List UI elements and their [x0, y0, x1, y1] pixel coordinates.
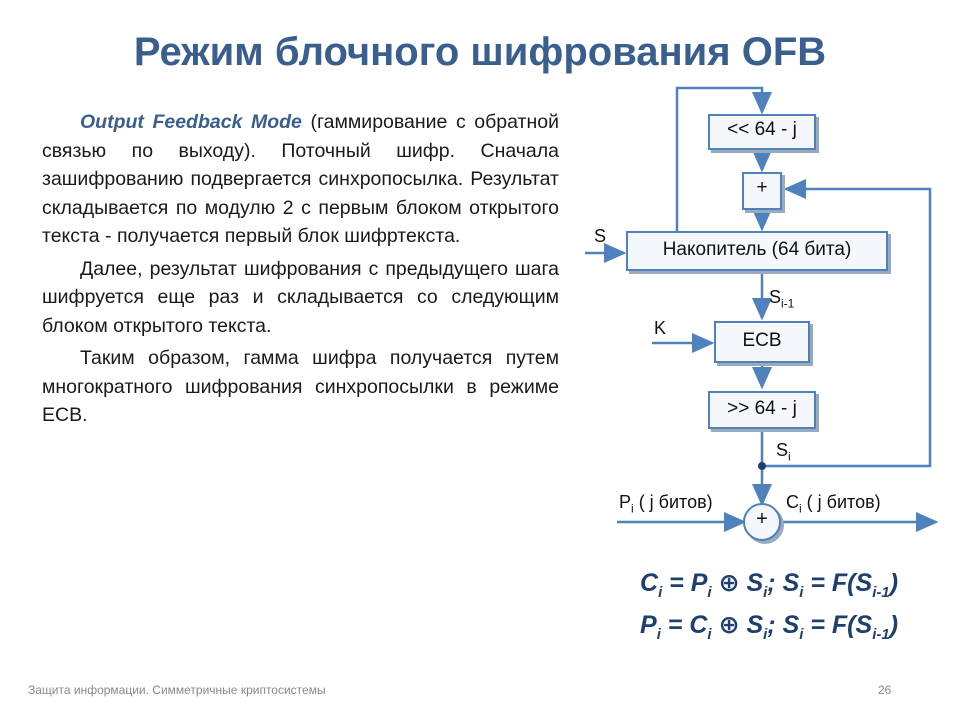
feedback-line-left	[677, 88, 762, 234]
paragraph-2-text: Далее, результат шифрования с предыдущего шага шифруется еще раз и складывается со следующим блоком открытого текста.	[42, 257, 559, 337]
footer-course: Защита информации. Симметричные криптосистемы	[28, 683, 326, 697]
mode-name: Output Feedback Mode	[80, 111, 302, 133]
label-s-i: $S_i$	[776, 440, 791, 464]
label-s-prev: $S_{i-1}$	[769, 287, 795, 311]
xor-bottom-label: +	[756, 508, 768, 530]
label-k: K	[654, 318, 667, 338]
paragraph-1-text: (гаммирование с обратной связью по выходу). Поточный шифр. Сначала зашифрованию подвергается синхропосылка. Результат складывается по модулю 2 с первым блоком открытого текста - получается первый блок шифртекста.	[42, 111, 559, 247]
label-p: $P_i$ ( j битов)	[619, 492, 713, 516]
ecb-block: ECB	[714, 321, 810, 363]
formula-encrypt: $C_i = P_i$ ⊕ $S_i$; $S_i = F(S_{i-1})$	[640, 569, 899, 601]
formula-decrypt: $P_i = C_i$ ⊕ $S_i$; $S_i = F(S_{i-1})$	[640, 611, 899, 643]
junction-dot	[758, 462, 766, 470]
page-title: Режим блочного шифрования OFB	[133, 30, 827, 74]
label-s: S	[594, 226, 607, 246]
paragraph-3-text: Таким образом, гамма шифра получается путем многократного шифрования синхропосылки в режиме ECB.	[42, 347, 559, 426]
xor-block-top: +	[742, 172, 782, 210]
shift-right-block: >> 64 - j	[708, 391, 816, 429]
shift-left-block: << 64 - j	[708, 114, 816, 150]
label-c: $C_i$ ( j битов)	[786, 492, 881, 516]
page-number: 26	[878, 683, 892, 697]
accumulator-block: Накопитель (64 бита)	[626, 231, 888, 271]
